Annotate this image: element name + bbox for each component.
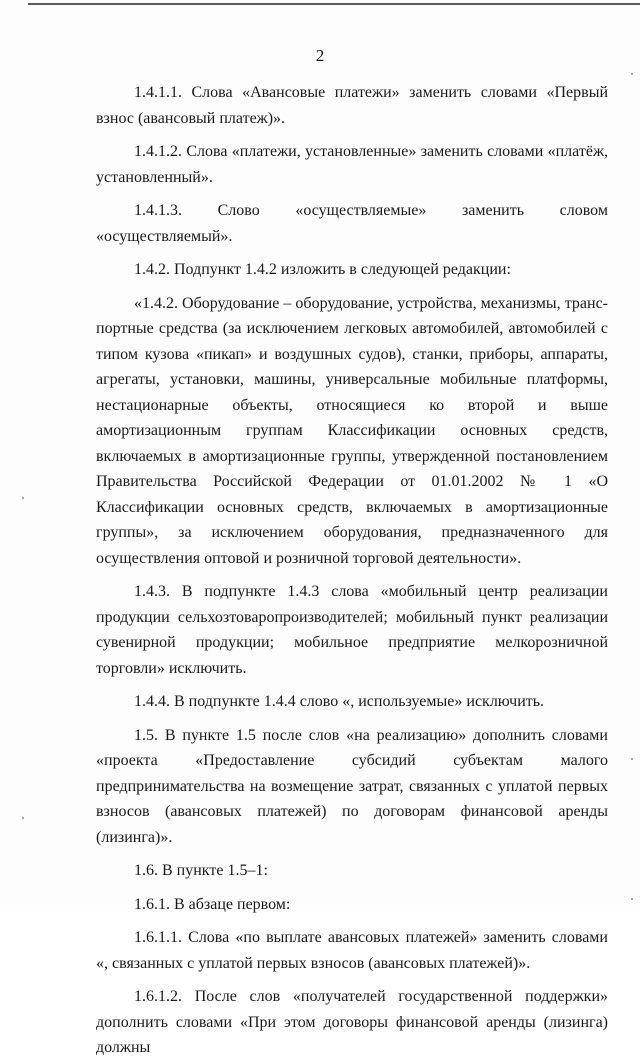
paragraph-1-6-1: 1.6.1. В абзаце первом:	[134, 895, 291, 913]
top-edge-rule	[28, 3, 640, 5]
paragraph-1-4-2: 1.4.2. Подпункт 1.4.2 изложить в следующей редакции:	[134, 261, 511, 278]
document-body	[96, 80, 608, 1061]
scan-speck	[631, 73, 633, 75]
paragraph-1-4-3: 1.4.3. В подпункте 1.4.3 слова «мобильный центр реализации продукции сельхозтоваропроизводителей; мобильный пункт реализации сувенирной продукции; мобильное предприятие мелкорозничной торговли» исключить.	[96, 583, 608, 677]
scan-speck	[631, 898, 633, 900]
scan-speck	[22, 497, 24, 499]
paragraph-1-4-1-3: 1.4.1.3. Слово «осуществляемые» заменить словом «осуществляемый».	[96, 202, 608, 245]
paragraph-1-6-1-1: 1.6.1.1. Слова «по выплате авансовых платежей» заменить словами «, связанных с уплатой первых взносов (авансовых платежей)».	[96, 929, 608, 972]
paragraph-1-4-1-1: 1.4.1.1. Слова «Авансовые платежи» заменить словами «Первый взнос (авансовый платеж)».	[96, 84, 608, 127]
scan-speck	[631, 758, 633, 760]
scan-speck	[22, 817, 24, 819]
paragraph-1-5: 1.5. В пункте 1.5 после слов «на реализацию» дополнить словами «проекта «Предоставление субсидий субъектам малого предпринимательства на возмещение затрат, связанных с уплатой первых взносов (авансовых платежей) по договорам финансовой аренды (лизинга)».	[96, 726, 608, 846]
paragraph-1-4-4: 1.4.4. В подпункте 1.4.4 слово «, используемые» исключить.	[134, 693, 545, 710]
paragraph-1-6: 1.6. В пункте 1.5–1:	[134, 862, 268, 879]
paragraph-1-6-1-2: 1.6.1.2. После слов «получателей государственной поддержки» дополнить словами «При этом договоры финансовой аренды (лизинга) должны	[96, 988, 608, 1056]
paragraph-1-4-1-2: 1.4.1.2. Слова «платежи, установленные» заменить словами «платёж, установленный».	[96, 143, 608, 186]
page-number: 2	[315, 46, 325, 65]
paragraph-1-4-2-text: «1.4.2. Оборудование – оборудование, устройства, механизмы, транспортные средства (за исключением легковых автомобилей, автомобилей с типом кузова «пикап» и воздушных судов), станки, приборы, аппараты, агрегаты, установки, машины, универсальные мобильные платформы, нестационарные объекты, относящиеся ко второй и выше амортизационным группам Классификации основных средств, включаемых в амортизационные группы, утвержденной постановлением Правительства Российской Федерации от 01.01.2002 № 1 «О Классификации основных средств, включаемых в амортизационные группы», за исключением оборудования, предназначенного для осуществления оптовой и розничной торговой деятельности».	[96, 294, 608, 567]
